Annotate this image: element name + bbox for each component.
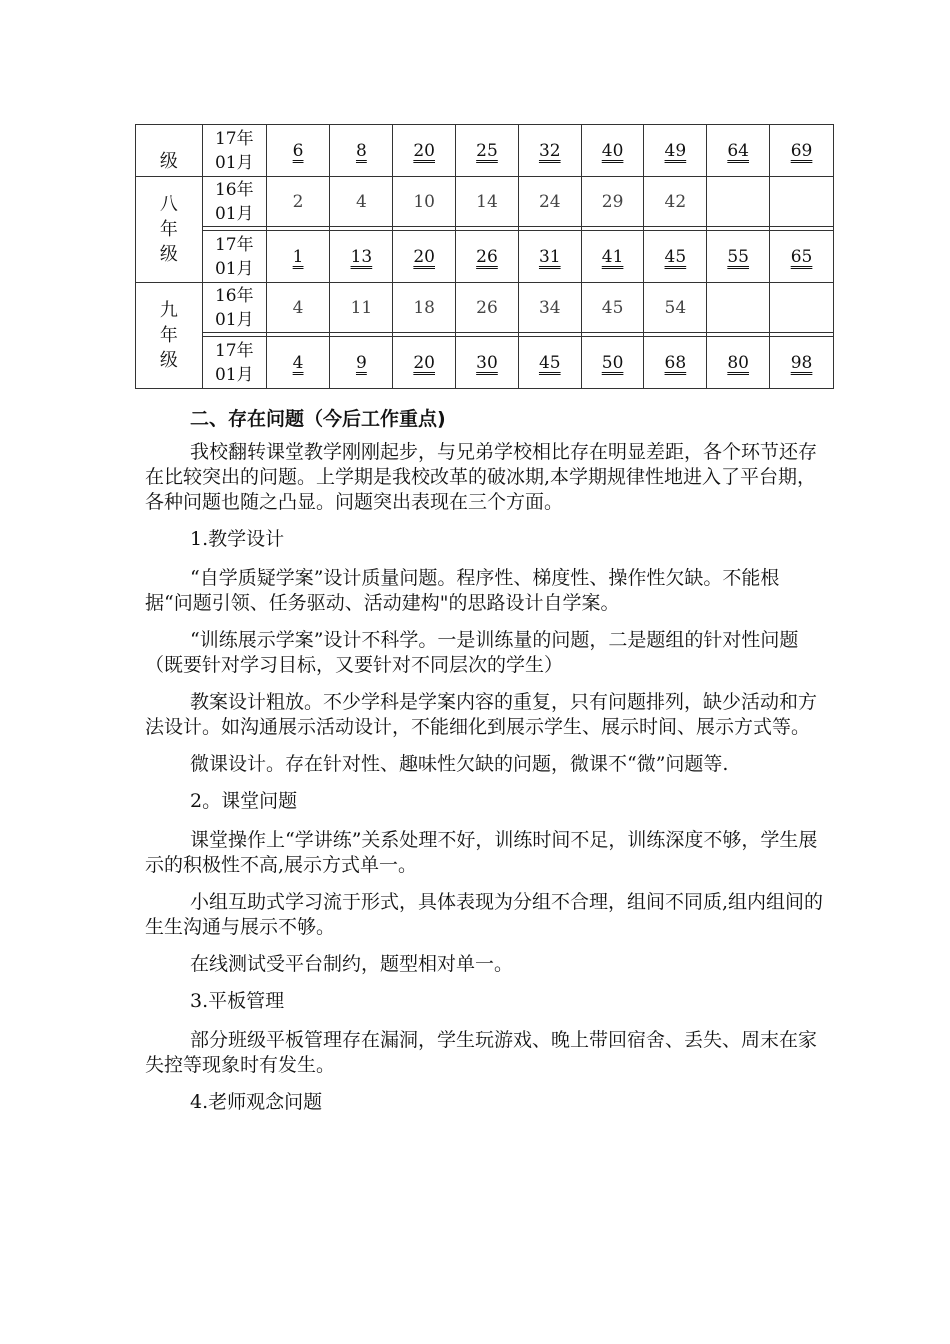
table-row bbox=[136, 125, 834, 177]
value-cell: 4 bbox=[330, 177, 393, 227]
body-text bbox=[145, 440, 827, 1129]
paragraph: “自学质疑学案”设计质量问题。程序性、梯度性、操作性欠缺。不能根据“问题引领、任务驱动、活动建构"的思路设计自学案。 bbox=[145, 567, 780, 614]
date-cell: 17年 01月 bbox=[202, 125, 266, 177]
value-cell: 45 bbox=[518, 337, 581, 389]
value-cell: 42 bbox=[644, 177, 707, 227]
value-cell: 69 bbox=[770, 125, 834, 177]
value-cell bbox=[770, 283, 834, 333]
table-row bbox=[136, 231, 834, 283]
value-cell: 34 bbox=[518, 283, 581, 333]
value-cell: 40 bbox=[581, 125, 644, 177]
value-cell: 64 bbox=[707, 125, 770, 177]
value-cell: 9 bbox=[330, 337, 393, 389]
value-cell: 10 bbox=[393, 177, 456, 227]
subheading: 2。课堂问题 bbox=[190, 790, 298, 812]
subheading: 4.老师观念问题 bbox=[190, 1091, 323, 1113]
value-cell: 20 bbox=[393, 231, 456, 283]
table-row bbox=[136, 283, 834, 333]
value-cell bbox=[707, 177, 770, 227]
value-cell: 18 bbox=[393, 283, 456, 333]
paragraph: 我校翻转课堂教学刚刚起步，与兄弟学校相比存在明显差距，各个环节还存在比较突出的问题。上学期是我校改革的破冰期,本学期规律性地进入了平台期，各种问题也随之凸显。问题突出表现在三个方面。 bbox=[145, 441, 818, 513]
date-cell: 16年 01月 bbox=[202, 283, 266, 333]
table-row bbox=[136, 177, 834, 227]
value-cell: 4 bbox=[266, 337, 330, 389]
date-cell: 16年 01月 bbox=[202, 177, 266, 227]
grade-label: 级 bbox=[159, 151, 178, 172]
value-cell: 20 bbox=[393, 125, 456, 177]
value-cell: 29 bbox=[581, 177, 644, 227]
subheading: 1.教学设计 bbox=[190, 528, 285, 550]
date-cell: 17年 01月 bbox=[202, 337, 266, 389]
value-cell: 24 bbox=[518, 177, 581, 227]
subheading: 3.平板管理 bbox=[190, 990, 285, 1012]
value-cell: 41 bbox=[581, 231, 644, 283]
date-cell: 17年 01月 bbox=[202, 231, 266, 283]
value-cell: 20 bbox=[393, 337, 456, 389]
value-cell: 1 bbox=[266, 231, 330, 283]
grade-cell: 八 年 级 bbox=[136, 177, 203, 283]
section-heading: 二、存在问题（今后工作重点) bbox=[190, 408, 446, 430]
value-cell: 26 bbox=[456, 283, 519, 333]
table-row bbox=[136, 337, 834, 389]
value-cell: 6 bbox=[266, 125, 330, 177]
value-cell: 65 bbox=[770, 231, 834, 283]
value-cell: 30 bbox=[456, 337, 519, 389]
value-cell: 80 bbox=[707, 337, 770, 389]
paragraph: 微课设计。存在针对性、趣味性欠缺的问题，微课不“微”问题等. bbox=[190, 753, 729, 775]
value-cell: 32 bbox=[518, 125, 581, 177]
value-cell: 14 bbox=[456, 177, 519, 227]
enrollment-table bbox=[135, 124, 834, 389]
value-cell: 26 bbox=[456, 231, 519, 283]
value-cell: 45 bbox=[644, 231, 707, 283]
paragraph: 课堂操作上“学讲练”关系处理不好，训练时间不足，训练深度不够，学生展示的积极性不高,展示方式单一。 bbox=[145, 829, 818, 876]
value-cell: 31 bbox=[518, 231, 581, 283]
value-cell: 54 bbox=[644, 283, 707, 333]
grade-cell: 九 年 级 bbox=[136, 283, 203, 389]
paragraph: 在线测试受平台制约，题型相对单一。 bbox=[190, 953, 514, 975]
value-cell: 68 bbox=[644, 337, 707, 389]
value-cell: 2 bbox=[266, 177, 330, 227]
value-cell: 8 bbox=[330, 125, 393, 177]
paragraph: “训练展示学案”设计不科学。一是训练量的问题，二是题组的针对性问题（既要针对学习目标，又要针对不同层次的学生） bbox=[145, 629, 799, 676]
value-cell bbox=[707, 283, 770, 333]
value-cell: 98 bbox=[770, 337, 834, 389]
value-cell bbox=[770, 177, 834, 227]
value-cell: 4 bbox=[266, 283, 330, 333]
grade-cell bbox=[136, 125, 203, 177]
value-cell: 13 bbox=[330, 231, 393, 283]
value-cell: 11 bbox=[330, 283, 393, 333]
value-cell: 50 bbox=[581, 337, 644, 389]
value-cell: 49 bbox=[644, 125, 707, 177]
value-cell: 55 bbox=[707, 231, 770, 283]
value-cell: 45 bbox=[581, 283, 644, 333]
paragraph: 部分班级平板管理存在漏洞，学生玩游戏、晚上带回宿舍、丢失、周末在家失控等现象时有发生。 bbox=[145, 1029, 818, 1076]
paragraph: 教案设计粗放。不少学科是学案内容的重复，只有问题排列，缺少活动和方法设计。如沟通展示活动设计，不能细化到展示学生、展示时间、展示方式等。 bbox=[145, 691, 818, 738]
value-cell: 25 bbox=[456, 125, 519, 177]
paragraph: 小组互助式学习流于形式，具体表现为分组不合理，组间不同质,组内组间的生生沟通与展示不够。 bbox=[145, 891, 824, 938]
